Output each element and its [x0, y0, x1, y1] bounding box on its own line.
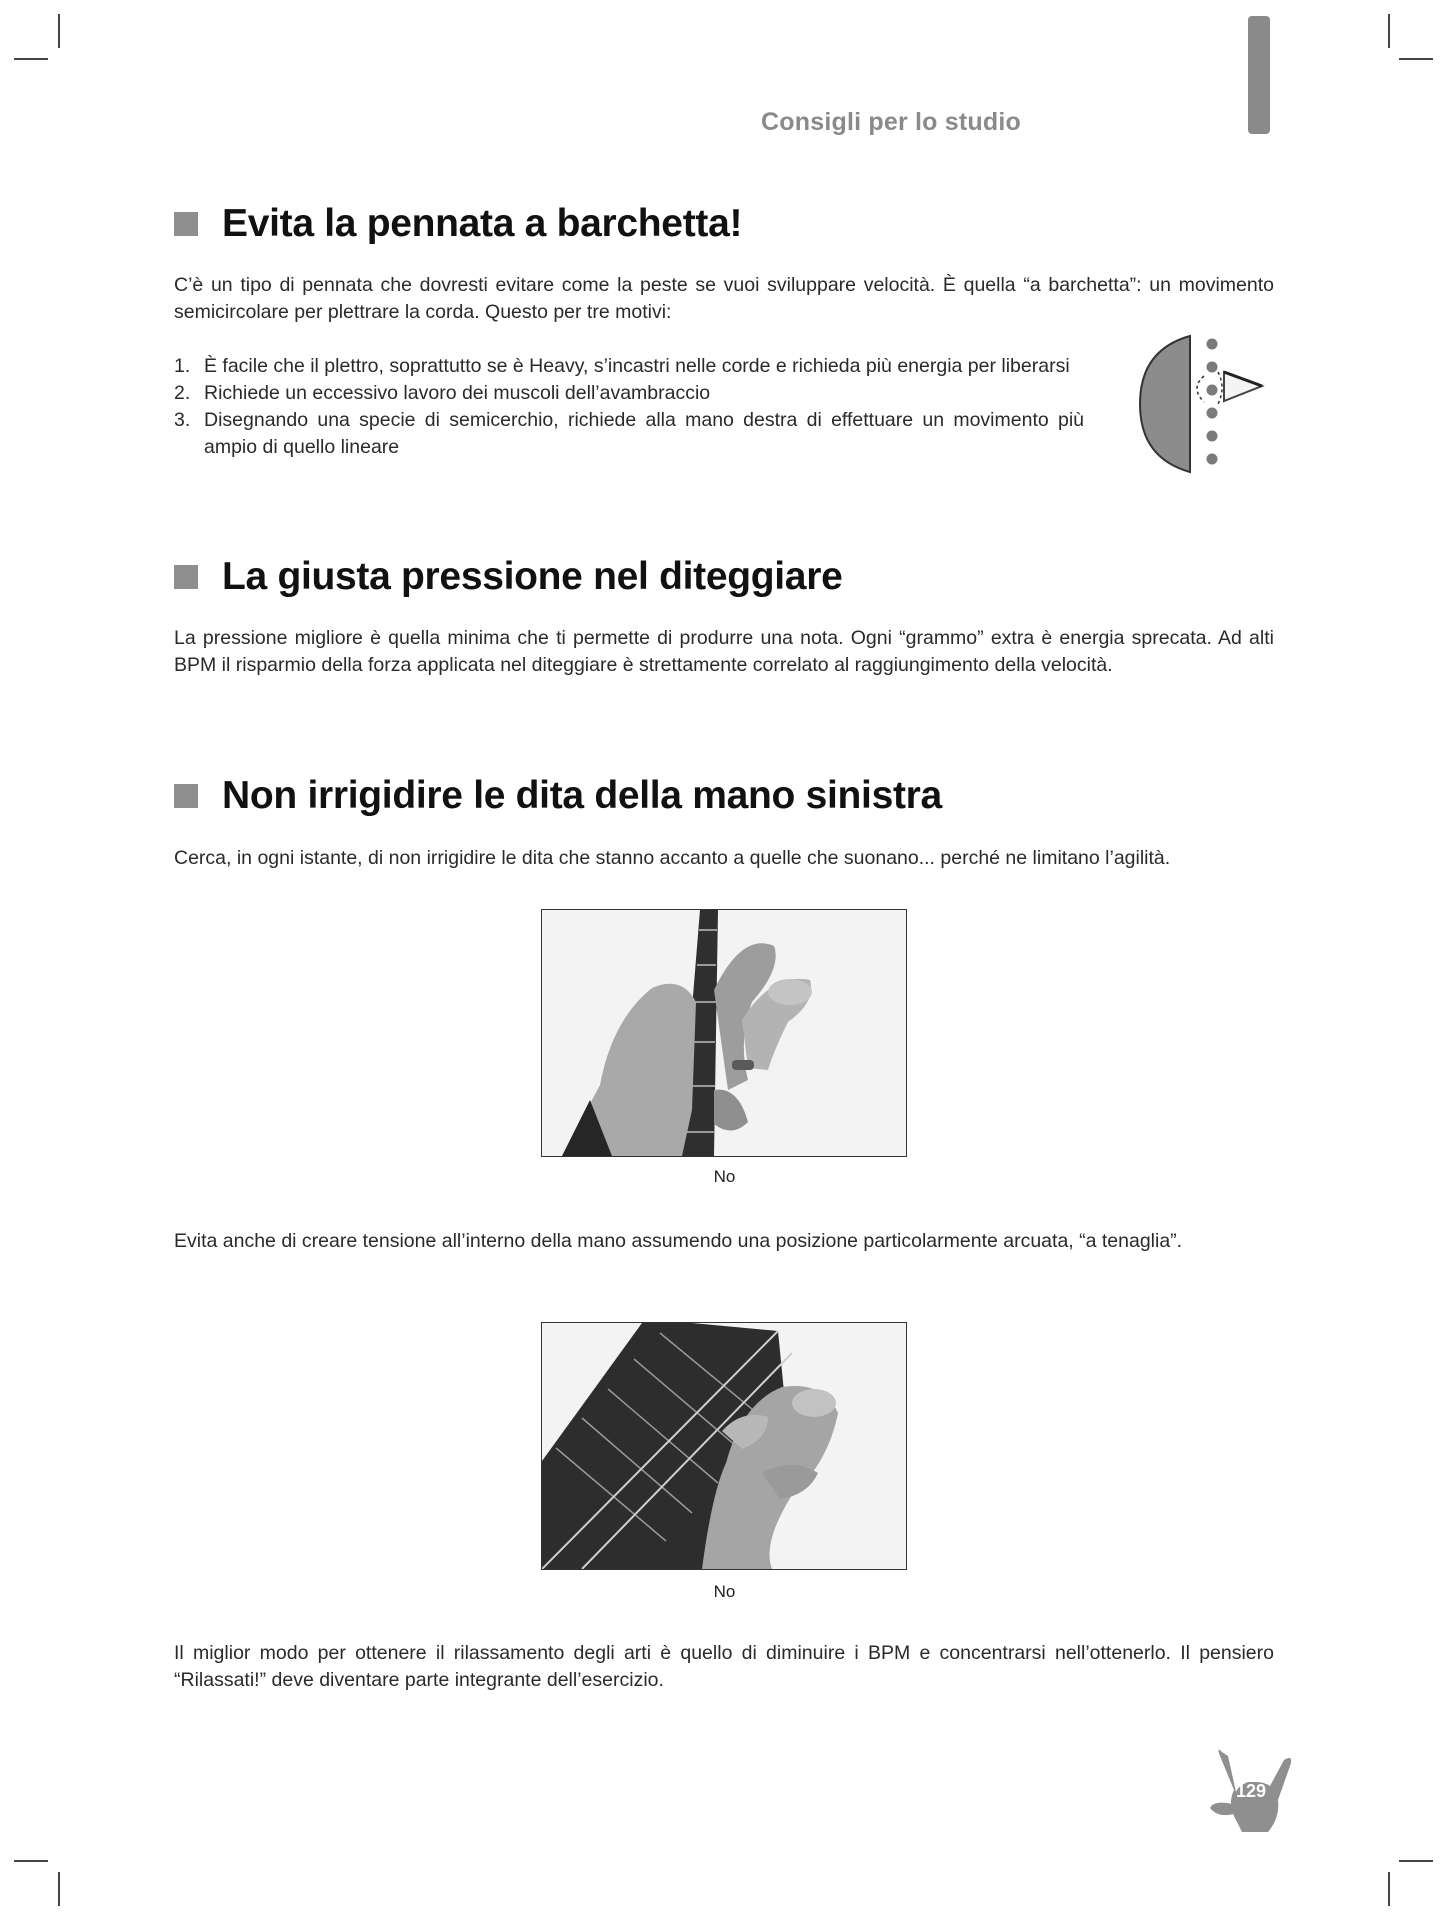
section-heading [174, 555, 1274, 599]
photo-arched-hand [541, 1322, 907, 1570]
section-giusta-pressione [174, 555, 1274, 599]
body-paragraph: Evita anche di creare tensione all’interno della mano assumendo una posizione particolarmente arcuata, “a tenaglia”. [174, 1230, 1183, 1252]
heading-text: Evita la pennata a barchetta! [222, 202, 743, 245]
crop-mark [58, 14, 60, 48]
photo-illustration [542, 910, 906, 1156]
list-text: È facile che il plettro, soprattutto se è Heavy, s’incastri nelle corde e richieda più energia per liberarsi [204, 355, 1070, 377]
header-tab [1248, 16, 1270, 134]
section-pennata-barchetta [174, 202, 1274, 246]
body-paragraph: La pressione migliore è quella minima che ti permette di produrre una nota. Ogni “grammo” extra è energia sprecata. Ad alti BPM il risparmio della forza applicata nel diteggiare è strettamente correlato al raggiungimento della velocità. [174, 627, 1274, 676]
heading-square-icon [174, 784, 198, 808]
list-item [174, 380, 1084, 407]
crop-mark [1388, 1872, 1390, 1906]
photo-caption: No [713, 1582, 736, 1601]
photo-stiff-fingers [541, 909, 907, 1157]
heading-square-icon [174, 212, 198, 236]
reasons-list [174, 353, 1084, 461]
crop-mark [1399, 58, 1433, 60]
list-item [174, 407, 1084, 461]
section3-body2 [174, 1228, 1274, 1255]
page-number: 129 [1236, 1781, 1267, 1801]
heading-square-icon [174, 565, 198, 589]
section-heading [174, 774, 1274, 818]
photo-illustration [542, 1323, 906, 1569]
pick-motion-diagram [1138, 330, 1278, 475]
reasons-list-wrapper [174, 353, 1274, 461]
section3-body3 [174, 1640, 1274, 1694]
photo-caption: No [713, 1167, 736, 1186]
heading-text: Non irrigidire le dita della mano sinistra [222, 774, 942, 817]
section-non-irrigidire [174, 774, 1274, 818]
section1-intro [174, 272, 1274, 326]
body-paragraph: Il miglior modo per ottenere il rilassamento degli arti è quello di diminuire i BPM e concentrarsi nell’ottenerlo. Il pensiero “Rilassati!” deve diventare parte integrante dell’esercizio. [174, 1642, 1274, 1691]
heading-text: La giusta pressione nel diteggiare [222, 555, 843, 598]
list-item [174, 353, 1084, 380]
list-text: Disegnando una specie di semicerchio, richiede alla mano destra di effettuare un movimento più ampio di quello lineare [204, 409, 1084, 458]
list-text: Richiede un eccessivo lavoro dei muscoli dell’avambraccio [204, 382, 711, 404]
crop-mark [14, 58, 48, 60]
list-number: 3. [174, 409, 191, 431]
section-heading [174, 202, 1274, 246]
section2-body [174, 625, 1274, 679]
running-head: Consigli per lo studio [761, 108, 1021, 136]
crop-mark [58, 1872, 60, 1906]
intro-paragraph: C’è un tipo di pennata che dovresti evitare come la peste se vuoi sviluppare velocità. È quella “a barchetta”: un movimento semicircolare per plettrare la corda. Questo per tre motivi: [174, 274, 1274, 323]
body-paragraph: Cerca, in ogni istante, di non irrigidire le dita che stanno accanto a quelle che suonano... perché ne limitano l’agilità. [174, 847, 1171, 869]
crop-mark [1399, 1860, 1433, 1862]
section3-body1 [174, 845, 1274, 872]
list-number: 2. [174, 382, 191, 404]
list-number: 1. [174, 355, 191, 377]
crop-mark [1388, 14, 1390, 48]
crop-mark [14, 1860, 48, 1862]
